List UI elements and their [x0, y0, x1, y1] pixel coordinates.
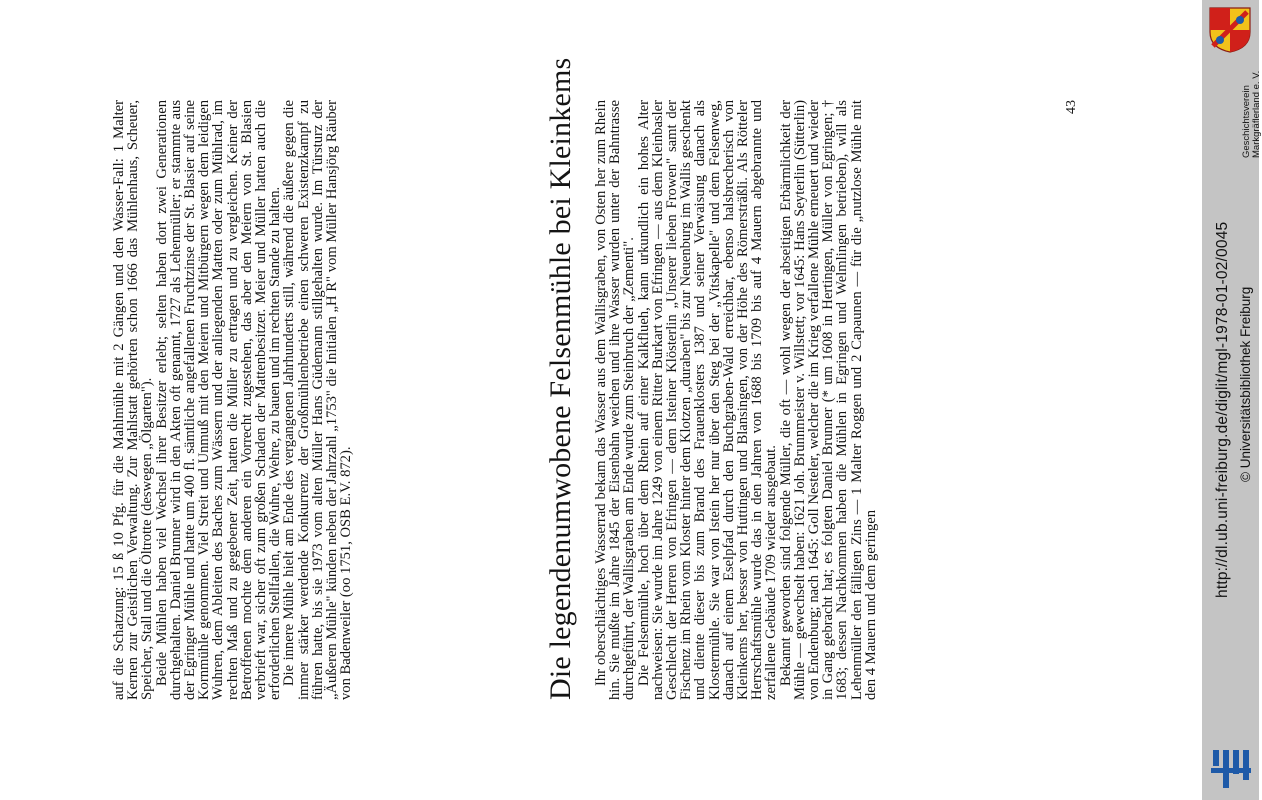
book-page [100, 57, 1159, 700]
section-heading: Die legendenumwobene Felsenmühle bei Kleinkems [544, 57, 577, 700]
copyright-notice: © Universitätsbibliothek Freiburg [1238, 286, 1253, 482]
society-line: Geschichtsverein [1241, 85, 1252, 158]
upper-text-block [112, 100, 353, 700]
society-line: Markgräflerland e. V. [1251, 70, 1262, 158]
coat-of-arms-icon [1207, 6, 1253, 54]
paragraph: Bekannt geworden sind folgende Müller, die oft — wohl wegen der abseitigen Erbärmlichkeit der Mühle — gewechselt haben: 1621 Joh. Brunnmeister v. Willstett; vor 1645: Hans Seyterlin (Sütterlin) von Endenburg; nach 1645: Goll Nesteler, welcher die im Krieg verfallene Mühle erneuert und wieder in Gang gebracht hat; es folgten Daniel Brunner (* um 1608 in Hertingen, Müller von Egringen; † 1683; dessen Nachkommen haben die Mühlen in Egringen und Welmlingen betrieben), will als Lehenmüller den fälligen Zins — 1 Malter Roggen und 2 Capaunen — für die „nutzlose Mühle mit den 4 Mauern und dem geringen [777, 100, 879, 700]
society-name [1242, 71, 1262, 158]
ub-freiburg-logo-icon [1207, 746, 1253, 792]
paragraph: Beide Mühlen haben viel Wechsel ihrer Besitzer erlebt; selten haben dort zwei Generationen durchgehalten. Daniel Brunner wird in den Akten oft genannt, 1727 als Lehenmüller; er stammte aus der Egringer Mühle und hatte um 400 fl. sämtliche angefallenen Fruchtzinse der St. Blasier auf seine Kornmühle genommen. Viel Streit und Unmuß mit den Meiern und Mitbürgern wegen dem leidigen Wuhren, dem Ableiten des Baches zum Wässern und der anliegenden Matten oder zum Mühlrad, im rechten Maß und zu gegebener Zeit, hatten die Müller zu ertragen und zu vergleichen. Keiner der Betroffenen mochte dem anderen ein Vorrecht zugestehen, das aber den Meiern von St. Blasien verbrieft war, sicher oft zum großen Schaden der Mattenbesitzer. Meier und Müller hatten auch die erforderlichen Stellfallen, die Wuhre, Wehre, zu bauen und im rechten Stande zu halten. [153, 100, 284, 700]
paragraph: Ihr oberschlächtiges Wasserrad bekam das Wasser aus dem Wallisgraben, von Osten her zum Rhein hin. Sie mußte im Jahre 1845 der Eisenbahn weichen und ihre Wasser wurden unter der Bahntrasse durchgeführt, der Wallisgraben am Ende wurde zum Steinbruch der „Zementi". [593, 100, 638, 700]
paragraph: Die Felsenmühle, hoch über dem Rhein auf einer Kalkflueh, kann urkundlich ein hohes Alter nachweisen: Sie wurde im Jahre 1249 von einem Ritter Burkart von Efringen — aus dem Kleinbasler Geschlecht der Herren von Efringen — dem Isteiner Klösterlin „Unserer lieben Frowen" samt der Fischenz im Rhein vom Kloster hinter dem Klotzen „duraben" bis zur Neuenburg im Wallis geschenkt und diente dieser bis zum Brand des Frauenklosters 1387 und seiner Verwaisung danach als Klostermühle. Sie war von Istein her nur über den Steg bei der „Vitskapelle" und dem Felsenweg, danach auf einem Eselpfad durch den Buchgraben-Wald erreichbar, ebenso halsbrecherisch von Kleinkems her, besser von Huttingen und Blansingen, von der Höhe des Römersträßli. Als Rötteler Herrschaftsmühle wurde das in den Jahren von 1688 bis 1709 bis auf 4 Mauern abgebrannte und zerfallene Gebäude 1709 wieder ausgebaut. [635, 100, 780, 700]
lower-text-block [594, 100, 878, 700]
paragraph: Die innere Mühle hielt am Ende des vergangenen Jahrhunderts still, während die äußere gegen die immer stärker werdende Konkurrenz der Großmühlenbetriebe einen schweren Existenzkampf zu führen hatte, bis sie 1973 vom alten Müller Hans Güdemann stillgehalten wurde. Im Türsturz der „Äußeren Mühle" künden neben der Jahrzahl „1753" die Initialen „H R" vom Müller Hansjörg Räuber von Badenweiler (oo 1751, OSB E.V. 872). [281, 100, 355, 700]
paragraph: auf die Schatzung: 15 ß 10 Pfg. für die Mahlmühle mit 2 Gängen und den Wasser-Fall: 1 Malter Kernen zur Geistlichen Verwaltung. Zur Mahlstatt gehörten schon 1666 das Mühlenhaus, Scheuer, Speicher, Stall und die Öltrotte (deswegen „Ölgarten"). [111, 100, 156, 700]
page-number: 43 [1064, 100, 1079, 114]
document-url-link[interactable]: http://dl.ub.uni-freiburg.de/diglit/mgl-1978-01-02/0045 [1214, 221, 1231, 598]
